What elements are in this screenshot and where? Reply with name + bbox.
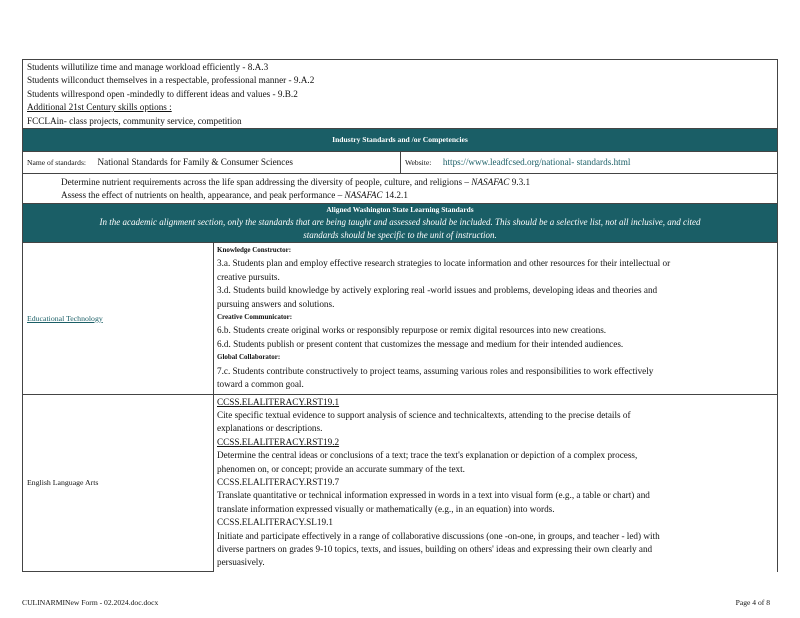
edtech-7c-line-1: 7.c. Students contribute constructively to project teams, assuming various roles and responsibilities to work effectively (217, 365, 654, 376)
ela-standard-1-line-2: explanations or descriptions. (217, 423, 323, 434)
ela-standard-2-line-2: phenomen on, or concept; provide an accurate summary of the text. (217, 463, 465, 474)
name-of-standards-value: National Standards for Family & Consumer Sciences (97, 157, 293, 168)
edtech-6b: 6.b. Students create original works or responsibly repurpose or remix digital resources into new creations. (217, 325, 607, 336)
ela-standard-1-code: CCSS.ELALITERACY.RST19.1 (217, 396, 340, 407)
skill-line-2: Students willconduct themselves in a respectable, professional manner - 9.A.2 (27, 75, 315, 86)
leadership-skills-cell (23, 60, 778, 129)
industry-bullets-cell (23, 174, 778, 204)
edtech-3a-line-1: 3.a. Students plan and employ effective research strategies to locate information and other resources for their intellectual or (217, 258, 671, 269)
leadership-skills-row (23, 60, 778, 129)
ela-standard-1-line-1: Cite specific textual evidence to support analysis of science and technicaltexts, attending to the precise details of (217, 410, 631, 420)
bullet-square-icon (43, 176, 61, 189)
bullet-text: Assess the effect of nutrients on health, appearance, and peak performance – (61, 190, 345, 201)
edtech-3a-line-2: creative pursuits. (217, 271, 280, 282)
list-item (43, 176, 777, 189)
standards-name-row (23, 152, 778, 174)
edtech-3d-line-2: pursuing answers and solutions. (217, 298, 335, 309)
bullet-ref: NASAFAC (471, 177, 510, 188)
document-body (22, 59, 777, 572)
ela-standard-4-line-1: Initiate and participate effectively in a range of collaborative discussions (one -on-one, in groups, and teacher - led) with (217, 530, 660, 541)
ela-label: English Language Arts (27, 478, 99, 488)
ela-content-cell (214, 394, 778, 572)
website-cell (401, 152, 778, 174)
edtech-6d: 6.d. Students publish or present content that customizes the message and medium for their intended audiences. (217, 338, 624, 349)
aligned-header-row (23, 203, 778, 242)
bullet-text: Determine nutrient requirements across the life span addressing the diversity of people, culture, and religions – (61, 177, 472, 188)
knowledge-constructor-heading: Knowledge Constructor: (217, 245, 292, 254)
website-label: Website: (405, 158, 432, 168)
ela-row (23, 394, 778, 572)
ela-standard-3-line-2: translate information expressed visually or mathematically (e.g., in an equation) into words. (217, 503, 555, 514)
aligned-standards-title: Aligned Washington State Learning Standards (326, 204, 474, 214)
ela-standard-2-code: CCSS.ELALITERACY.RST19.2 (217, 436, 340, 447)
framework-table (22, 59, 778, 572)
footer-page-number: Page 4 of 8 (735, 598, 770, 607)
aligned-note-line-1: In the academic alignment section, only the standards that are being taught and assessed should be included. This should be a selective list, not all inclusive, and cited (99, 216, 701, 227)
edtech-content-cell (214, 242, 778, 394)
skill-line-1: Students willutilize time and manage workload efficiently - 8.A.3 (27, 62, 269, 72)
global-collaborator-heading: Global Collaborator: (217, 353, 281, 362)
website-link[interactable]: https://www.leadfcsed.org/national- standards.html (442, 157, 631, 168)
bullet-num: 14.2.1 (382, 190, 408, 201)
creative-communicator-heading: Creative Communicator: (217, 312, 293, 321)
industry-standards-header: Industry Standards and /or Competencies (23, 129, 778, 152)
ela-standard-4-line-3: persuasively. (217, 557, 265, 568)
footer-filename: CULINARMINew Form - 02.2024.doc.docx (22, 598, 159, 607)
industry-bullets-row (23, 174, 778, 204)
ela-standard-4-code: CCSS.ELALITERACY.SL19.1 (217, 517, 333, 528)
aligned-standards-header (23, 203, 778, 242)
skill-line-3: Students willrespond open -mindedly to different ideas and values - 9.B.2 (27, 88, 298, 99)
edtech-label: Educational Technology (27, 313, 103, 323)
name-of-standards-label: Name of standards: (27, 158, 87, 168)
edtech-7c-line-2: toward a common goal. (217, 379, 304, 390)
edtech-label-cell (23, 242, 214, 394)
ela-standard-3-line-1: Translate quantitative or technical information expressed in words in a text into visual form (e.g., a table or chart) and (217, 490, 650, 501)
edtech-3d-line-1: 3.d. Students build knowledge by actively exploring real -world issues and problems, developing ideas and theories and (217, 285, 658, 296)
ela-standard-4-line-2: diverse partners on grades 9-10 topics, texts, and issues, building on others' ideas and expressing their own clearly and (217, 544, 653, 555)
ela-label-cell (23, 394, 214, 572)
fccla-line: FCCLAin- class projects, community service, competition (27, 115, 242, 126)
aligned-note-line-2: standards should be specific to the unit of instruction. (303, 229, 497, 240)
edtech-row (23, 242, 778, 394)
bullet-ref: NASAFAC (344, 190, 383, 201)
bullet-num: 9.3.1 (509, 177, 531, 188)
bullet-square-icon (43, 189, 61, 202)
ela-standard-2-line-1: Determine the central ideas or conclusions of a text; trace the text's explanation or depiction of a complex process, (217, 450, 638, 461)
additional-skills-heading: Additional 21st Century skills options : (27, 102, 172, 113)
industry-header-row (23, 129, 778, 152)
standards-name-cell (23, 152, 401, 174)
list-item (43, 189, 777, 202)
ela-standard-3-code: CCSS.ELALITERACY.RST19.7 (217, 477, 340, 488)
